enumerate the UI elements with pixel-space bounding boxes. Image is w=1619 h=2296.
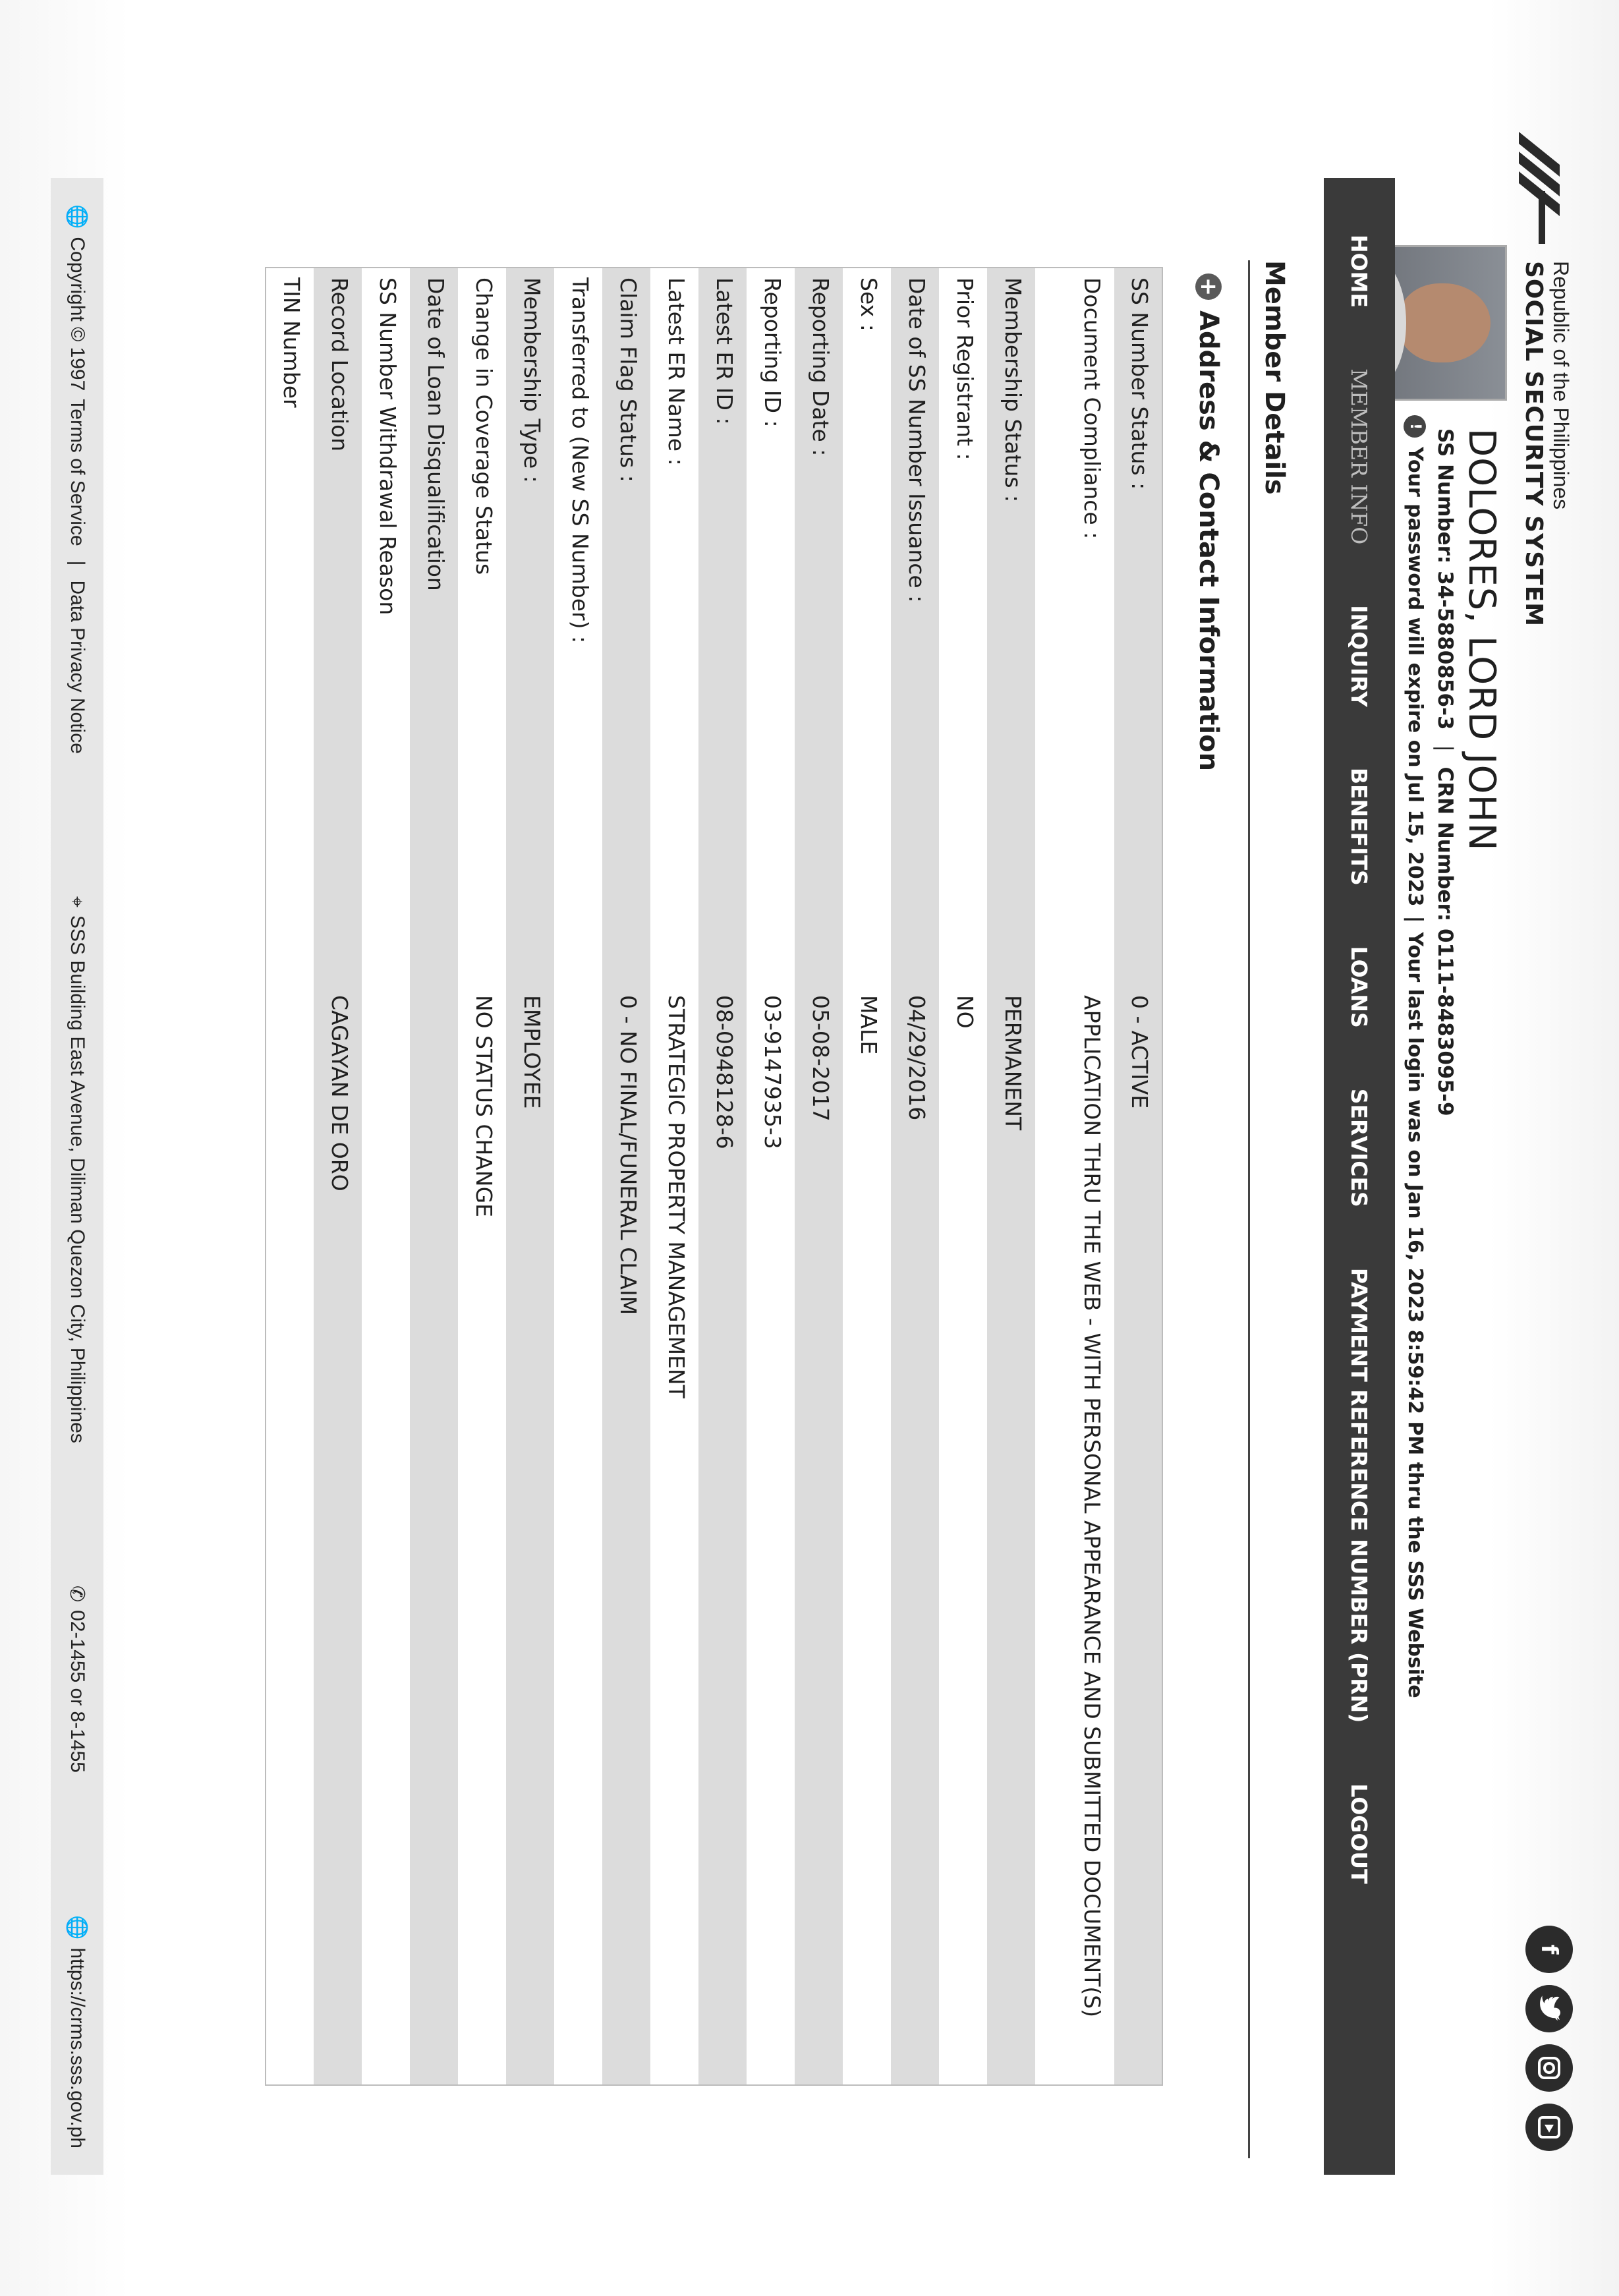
nav-prn[interactable]: PAYMENT REFERENCE NUMBER (PRN)	[1346, 1267, 1373, 1723]
table-row	[891, 268, 939, 2085]
twitter-icon[interactable]	[1525, 1985, 1573, 2032]
phone-text: 02-1455 or 8-1455	[67, 1610, 88, 1773]
nav-inquiry[interactable]: INQUIRY	[1346, 605, 1373, 707]
table-row	[987, 268, 1035, 2085]
table-row	[939, 268, 987, 2085]
globe-icon: 🌐	[65, 1915, 89, 1940]
sss-logo-icon	[1512, 125, 1565, 250]
password-expiry-text: Your password will expire on Jul 15, 2023	[1404, 447, 1427, 907]
facebook-icon[interactable]: f	[1525, 1926, 1573, 1973]
row-value: CAGAYAN DE ORO	[314, 986, 362, 2085]
page-footer	[51, 178, 103, 2175]
row-value: MALE	[843, 986, 891, 2085]
row-label: TIN Number	[266, 268, 314, 986]
row-label: Transferred to (New SS Number) :	[554, 268, 602, 986]
row-label: SS Number Withdrawal Reason	[362, 268, 410, 986]
footer-website	[66, 1915, 89, 2148]
plus-icon[interactable]: +	[1195, 273, 1222, 300]
main-nav	[1324, 178, 1395, 2175]
table-row	[795, 268, 843, 2085]
address-contact-label: Address & Contact Information	[1193, 310, 1224, 772]
info-icon: !	[1404, 415, 1427, 438]
member-details-table	[265, 267, 1163, 2086]
row-value: 05-08-2017	[795, 986, 843, 2085]
member-name: DOLORES, LORD JOHN	[1460, 428, 1503, 851]
row-label: Latest ER Name :	[650, 268, 698, 986]
row-label: Record Location	[314, 268, 362, 986]
last-login-text: Your last login was on Jan 16, 2023 8:59:42 PM thru the SSS Website	[1404, 932, 1427, 1698]
row-label: Date of SS Number Issuance :	[891, 268, 939, 986]
crn-number-value: 0111-8483095-9	[1433, 928, 1457, 1116]
nav-member-info[interactable]: MEMBER INFO	[1346, 368, 1373, 545]
row-value: EMPLOYEE	[506, 986, 554, 2085]
table-row	[554, 268, 602, 2085]
table-row	[266, 268, 314, 2085]
footer-legal: 🌐 Copyright © 1997 Terms of Service | Data Privacy Notice	[65, 204, 89, 754]
row-value: APPLICATION THRU THE WEB - WITH PERSONAL APPEARANCE AND SUBMITTED DOCUMENT(S)	[1035, 986, 1114, 2085]
row-label: Document Compliance :	[1035, 268, 1114, 986]
org-country: Republic of the Philippines	[1549, 261, 1573, 510]
page-title: Member Details	[1259, 260, 1290, 495]
social-links	[1525, 1926, 1573, 2151]
row-value	[554, 986, 602, 2085]
row-value	[266, 986, 314, 2085]
table-row	[458, 268, 506, 2085]
row-value: PERMANENT	[987, 986, 1035, 2085]
login-notice: ! Your password will expire on Jul 15, 2023 | Your last login was on Jan 16, 2023 8:59:42 PM thru the SSS Website	[1404, 415, 1427, 1698]
crn-number-label: CRN Number:	[1433, 766, 1457, 922]
row-value: NO STATUS CHANGE	[458, 986, 506, 2085]
table-row	[650, 268, 698, 2085]
row-value	[362, 986, 410, 2085]
row-value	[410, 986, 458, 2085]
org-name: SOCIAL SECURITY SYSTEM	[1520, 261, 1547, 627]
row-label: Change in Coverage Status	[458, 268, 506, 986]
address-contact-toggle[interactable]	[1193, 273, 1224, 771]
row-value: 08-0948128-6	[698, 986, 747, 2085]
title-divider	[1248, 260, 1250, 2158]
row-value: 04/29/2016	[891, 986, 939, 2085]
table-row	[362, 268, 410, 2085]
table-row	[747, 268, 795, 2085]
table-row	[1114, 268, 1162, 2085]
table-row	[602, 268, 650, 2085]
row-label: Reporting Date :	[795, 268, 843, 986]
table-row	[1035, 268, 1114, 2085]
youtube-icon[interactable]	[1525, 2104, 1573, 2151]
website-link[interactable]: https://crms.sss.gov.ph	[67, 1947, 88, 2148]
location-pin-icon: ⌖	[65, 896, 89, 907]
table-row	[314, 268, 362, 2085]
footer-address	[66, 896, 89, 1443]
row-value: 03-9147935-3	[747, 986, 795, 2085]
table-row	[506, 268, 554, 2085]
instagram-icon[interactable]	[1525, 2044, 1573, 2092]
nav-logout[interactable]: LOGOUT	[1346, 1783, 1373, 1884]
row-label: Prior Registrant :	[939, 268, 987, 986]
ss-number-label: SS Number:	[1433, 428, 1457, 564]
row-label: SS Number Status :	[1114, 268, 1162, 986]
row-value: STRATEGIC PROPERTY MANAGEMENT	[650, 986, 698, 2085]
org-title-block	[1520, 261, 1573, 627]
privacy-link[interactable]: Data Privacy Notice	[67, 580, 88, 754]
row-label: Latest ER ID :	[698, 268, 747, 986]
member-id-line: SS Number: 34-5880856-3 | CRN Number: 0111-8483095-9	[1433, 428, 1457, 1116]
nav-loans[interactable]: LOANS	[1346, 946, 1373, 1028]
row-label: Claim Flag Status :	[602, 268, 650, 986]
nav-services[interactable]: SERVICES	[1346, 1088, 1373, 1207]
ss-number-value: 34-5880856-3	[1433, 571, 1457, 730]
row-value: 0 - NO FINAL/FUNERAL CLAIM	[602, 986, 650, 2085]
table-row	[843, 268, 891, 2085]
row-label: Date of Loan Disqualification	[410, 268, 458, 986]
row-value: NO	[939, 986, 987, 2085]
terms-link[interactable]: Terms of Service	[67, 399, 88, 546]
row-value: 0 - ACTIVE	[1114, 986, 1162, 2085]
globe-icon: 🌐	[65, 204, 89, 229]
nav-home[interactable]: HOME	[1346, 235, 1373, 308]
copyright-text: Copyright © 1997	[67, 237, 88, 391]
table-row	[410, 268, 458, 2085]
row-label: Membership Status :	[987, 268, 1035, 986]
address-text: SSS Building East Avenue, Diliman Quezon City, Philippines	[67, 915, 88, 1443]
row-label: Sex :	[843, 268, 891, 986]
table-row	[698, 268, 747, 2085]
phone-icon: ✆	[65, 1585, 89, 1603]
nav-benefits[interactable]: BENEFITS	[1346, 767, 1373, 886]
row-label: Reporting ID :	[747, 268, 795, 986]
row-label: Membership Type :	[506, 268, 554, 986]
footer-phone	[66, 1586, 89, 1773]
